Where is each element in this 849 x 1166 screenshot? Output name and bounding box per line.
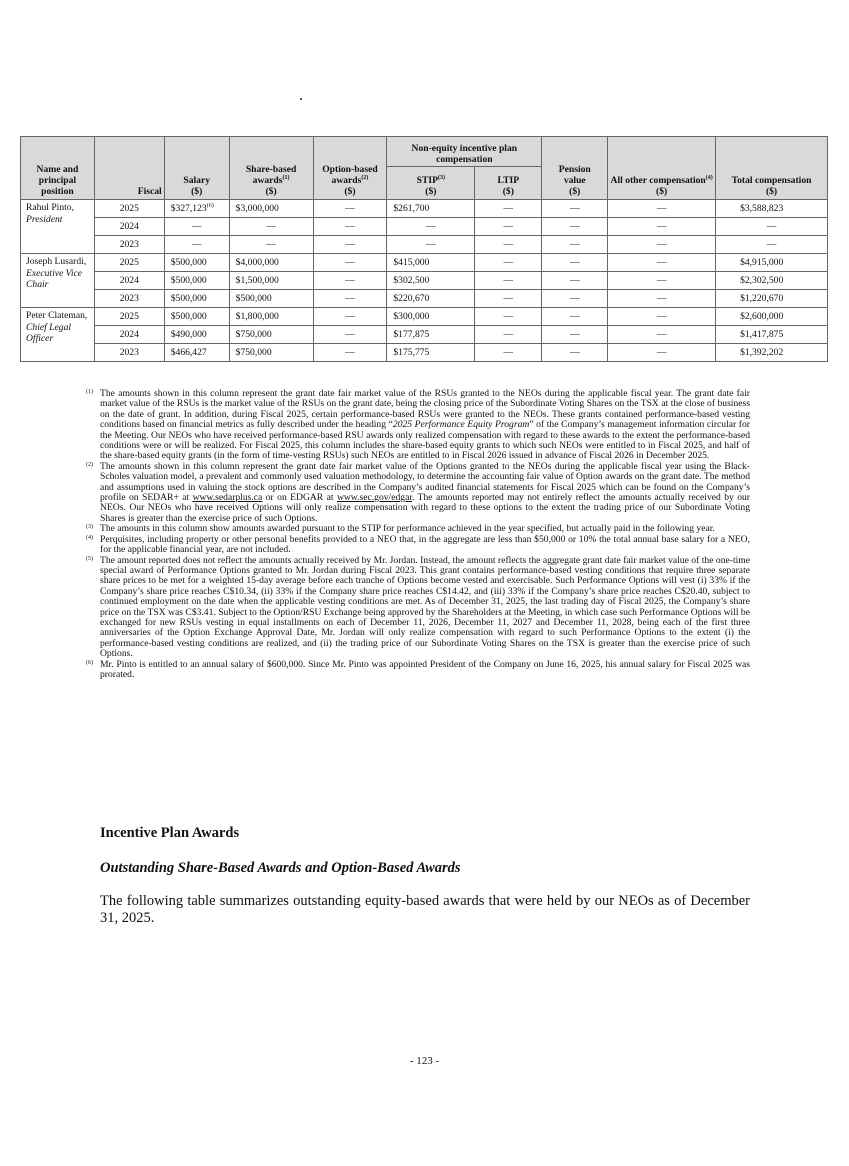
salary-cell: $500,000	[164, 254, 229, 272]
fiscal-cell: 2024	[94, 326, 164, 344]
share-based-cell: $3,000,000	[229, 200, 313, 218]
ltip-cell: —	[475, 218, 542, 236]
ltip-cell: —	[475, 326, 542, 344]
total-cell: —	[716, 236, 828, 254]
total-cell: $1,417,875	[716, 326, 828, 344]
option-based-cell: —	[313, 236, 387, 254]
sedar-link[interactable]: www.sedarplus.ca	[192, 492, 263, 504]
option-based-cell: —	[313, 272, 387, 290]
share-based-cell: —	[229, 236, 313, 254]
table-row	[21, 326, 828, 344]
stip-cell: —	[387, 218, 475, 236]
option-based-cell: —	[313, 254, 387, 272]
neo-name: Joseph Lusardi,	[26, 256, 87, 267]
salary-cell: $500,000	[164, 272, 229, 290]
edgar-link[interactable]: www.sec.gov/edgar	[336, 492, 412, 504]
header-stip: STIP$^{(3)}$ ($)	[387, 167, 475, 200]
page-number: - 123 -	[409, 1055, 440, 1067]
share-based-cell: $1,500,000	[229, 272, 313, 290]
stip-cell: $415,000	[387, 254, 475, 272]
footnote-text: Perquisites, including property or other personal benefits provided to a NEO that, in the aggregate are less than $50,000 or 10% the total annual base salary for a NEO, for the applicable financial year, are not included.	[100, 533, 750, 556]
ltip-cell: —	[475, 254, 542, 272]
other-comp-cell: —	[608, 326, 716, 344]
ltip-cell: —	[475, 290, 542, 308]
footnote-marker: (6)	[86, 659, 93, 666]
footnote-text: Mr. Pinto is entitled to an annual salary of $600,000. Since Mr. Pinto was appointed President of the Company on June 16, 2025, his annual salary for Fiscal 2025 was prorated.	[100, 658, 750, 680]
footnote-ref: (6)	[206, 202, 214, 209]
total-cell: $2,302,500	[716, 272, 828, 290]
fiscal-cell: 2023	[94, 236, 164, 254]
header-share-based: Share-based awards$^{(1)}$ ($)	[229, 137, 313, 200]
pension-cell: —	[542, 236, 608, 254]
neo-name-cell	[21, 308, 95, 362]
fiscal-cell: 2023	[94, 290, 164, 308]
pension-cell: —	[542, 308, 608, 326]
other-comp-cell: —	[608, 308, 716, 326]
option-based-cell: —	[313, 200, 387, 218]
stray-dot	[300, 98, 302, 100]
footnote-5	[86, 554, 750, 660]
table-row	[21, 218, 828, 236]
total-cell: —	[716, 218, 828, 236]
table-row	[21, 200, 828, 218]
share-based-cell: —	[229, 218, 313, 236]
section-heading: Incentive Plan Awards	[100, 825, 240, 841]
footnote-text: The amounts shown in this column represent the grant date fair market value of the RSUs granted to the NEOs during the applicable fiscal year. The grant date fair market value of the RSUs is the market value of the RSUs on the grant date, being the closing price of the Subordinate Voting Shares on the TSX at the close of business on the date of grant. In addition, during Fiscal 2025, certain performance-based RSUs were granted to the NEOs. These grants contained performance-based vesting conditions based on financial metrics as fully described under the heading “2025 Performance Equity Program” of the Company’s management information circular for the Meeting. Our NEOs who have received performance-based RSU awards only realized compensation with regard to these awards to the extent the performance-based conditions were or will be realized. For Fiscal 2025, this column includes the share-based equity grants to which such NEOs were entitled to in Fiscal 2025, and half of the share-based equity grants (in the form of time-vesting RSUs) such NEOs are entitled to in Fiscal 2026 issued in advance of Fiscal 2026 in December 2025.	[100, 388, 750, 462]
footnotes	[86, 388, 751, 680]
neo-role: Chief Legal Officer	[26, 321, 72, 345]
salary-cell: —	[164, 218, 229, 236]
fiscal-cell: 2025	[94, 200, 164, 218]
other-comp-cell: —	[608, 344, 716, 362]
pension-cell: —	[542, 326, 608, 344]
table-row	[21, 290, 828, 308]
header-ltip: LTIP ($)	[475, 167, 542, 200]
compensation-table	[20, 136, 828, 362]
stip-cell: $175,775	[387, 344, 475, 362]
ltip-cell: —	[475, 272, 542, 290]
neo-name-cell	[21, 254, 95, 308]
pension-cell: —	[542, 272, 608, 290]
header-salary: Salary ($)	[164, 137, 229, 200]
other-comp-cell: —	[608, 254, 716, 272]
header-other: All other compensation$^{(4)}$ ($)	[608, 137, 716, 200]
footnote-marker: (4)	[86, 534, 93, 541]
compensation-table-body	[21, 200, 828, 362]
header-option-based: Option-based awards$^{(2)}$ ($)	[313, 137, 387, 200]
option-based-cell: —	[313, 290, 387, 308]
total-cell: $4,915,000	[716, 254, 828, 272]
stip-cell: $220,670	[387, 290, 475, 308]
other-comp-cell: —	[608, 200, 716, 218]
option-based-cell: —	[313, 218, 387, 236]
salary-cell: $466,427	[164, 344, 229, 362]
neo-name: Rahul Pinto,	[26, 202, 74, 213]
header-fiscal: Fiscal	[94, 137, 164, 200]
subsection-heading: Outstanding Share-Based Awards and Option-Based Awards	[100, 860, 461, 876]
header-non-equity-group: Non-equity incentive plan compensation	[387, 137, 542, 167]
option-based-cell: —	[313, 344, 387, 362]
footnote-text: The amounts in this column show amounts awarded pursuant to the STIP for performance achieved in the year specified, but actually paid in the following year.	[100, 523, 715, 535]
option-based-cell: —	[313, 326, 387, 344]
share-based-cell: $500,000	[229, 290, 313, 308]
neo-name-cell	[21, 200, 95, 254]
other-comp-cell: —	[608, 236, 716, 254]
footnote-marker: (1)	[86, 389, 93, 395]
fiscal-cell: 2024	[94, 272, 164, 290]
fiscal-cell: 2024	[94, 218, 164, 236]
salary-cell: $500,000	[164, 308, 229, 326]
other-comp-cell: —	[608, 218, 716, 236]
ltip-cell: —	[475, 344, 542, 362]
intro-paragraph: The following table summarizes outstanding equity-based awards that were held by our NEOs as of December 31, 2025.	[100, 893, 750, 926]
stip-cell: $302,500	[387, 272, 475, 290]
neo-role: Executive Vice Chair	[26, 267, 83, 291]
header-row-top	[21, 137, 828, 167]
other-comp-cell: —	[608, 290, 716, 308]
option-based-cell: —	[313, 308, 387, 326]
pension-cell: —	[542, 200, 608, 218]
table-row	[21, 344, 828, 362]
ltip-cell: —	[475, 308, 542, 326]
ltip-cell: —	[475, 200, 542, 218]
stip-cell: —	[387, 236, 475, 254]
footnote-text: The amount reported does not reflect the amounts actually received by Mr. Jordan. Instead, the amount reflects the aggregate grant date fair market value of the one-time special award of Performance Options granted to Mr. Jordan during Fiscal 2023. This grant contains performance-based vesting conditions that require three separate share prices to be met for a weighted 15-day average before each tranche of Options become vested and exercisable. Such Performance Options will vest (i) 33% if the Company’s share price reaches C$10.34, (ii) 33% if the Company share price reaches C$14.42, and (iii) 33% if the Company’s share price reaches C$20.40, subject to continued employment on the date when the applicable vesting conditions are met. As of December 31, 2025, the last trading day of Fiscal 2025, the Company’s share price on the TSX was C$3.41. Subject to the Option/RSU Exchange being approved by the Shareholders at the Meeting, in which case such Performance Options will be exchanged for new RSUs vesting in equal installments on each of December 11, 2026, December 11, 2027 and December 11, 2028, being each of the first three anniversaries of the Option Exchange Approval Date, Mr. Jordan will only realize compensation with regard to such Performance Options to the extent (i) the performance-based vesting conditions are realized, and (ii) the trading price of our Subordinate Voting Shares on the TSX is greater than the exercise price of such Options.	[100, 554, 750, 660]
table-row	[21, 254, 828, 272]
footnote-6	[86, 658, 750, 681]
fiscal-cell: 2023	[94, 344, 164, 362]
header-name: Name and principal position	[21, 137, 95, 200]
salary-cell: $327,123$^{(6)}$	[164, 200, 229, 218]
other-comp-cell: —	[608, 272, 716, 290]
stip-cell: $300,000	[387, 308, 475, 326]
footnote-marker: (2)	[86, 461, 93, 468]
neo-role: President	[26, 213, 63, 225]
footnote-marker: (3)	[86, 524, 93, 531]
fiscal-cell: 2025	[94, 308, 164, 326]
table-row	[21, 272, 828, 290]
fiscal-cell: 2025	[94, 254, 164, 272]
ltip-cell: —	[475, 236, 542, 254]
pension-cell: —	[542, 218, 608, 236]
footnote-1	[86, 388, 750, 462]
salary-cell: $500,000	[164, 290, 229, 308]
header-total: Total compensation ($)	[716, 137, 828, 200]
table-row	[21, 236, 828, 254]
table-row	[21, 308, 828, 326]
footnote-text: The amounts shown in this column represent the grant date fair market value of the Options granted to the NEOs during the applicable fiscal year using the Black-Scholes valuation model, a prevalent and commonly used valuation methodology, to determine the accounting fair value of Option awards on the grant date. The method and assumptions used in valuing the stock options are described in the Company’s audited financial statements for Fiscal 2025 which can be found on the Company’s profile on SEDAR+ at www.sedarplus.ca or on EDGAR at www.sec.gov/edgar. The amounts reported may not entirely reflect the amounts actually received by our NEOs. Our NEOs who have received Options will only realize compensation with regard to these options to the extent the trading price of our Subordinate Voting Shares is greater than the exercise price of such Options.	[100, 460, 751, 524]
salary-cell: $490,000	[164, 326, 229, 344]
stip-cell: $177,875	[387, 326, 475, 344]
share-based-cell: $4,000,000	[229, 254, 313, 272]
stip-cell: $261,700	[387, 200, 475, 218]
total-cell: $3,588,823	[716, 200, 828, 218]
pension-cell: —	[542, 290, 608, 308]
total-cell: $1,392,202	[716, 344, 828, 362]
salary-cell: —	[164, 236, 229, 254]
pension-cell: —	[542, 344, 608, 362]
footnote-marker: (5)	[86, 555, 93, 562]
share-based-cell: $1,800,000	[229, 308, 313, 326]
header-pension: Pension value ($)	[542, 137, 608, 200]
footnote-4	[86, 533, 750, 556]
pension-cell: —	[542, 254, 608, 272]
total-cell: $1,220,670	[716, 290, 828, 308]
share-based-cell: $750,000	[229, 326, 313, 344]
share-based-cell: $750,000	[229, 344, 313, 362]
neo-name: Peter Clateman,	[26, 310, 88, 321]
total-cell: $2,600,000	[716, 308, 828, 326]
footnote-2	[86, 460, 751, 524]
